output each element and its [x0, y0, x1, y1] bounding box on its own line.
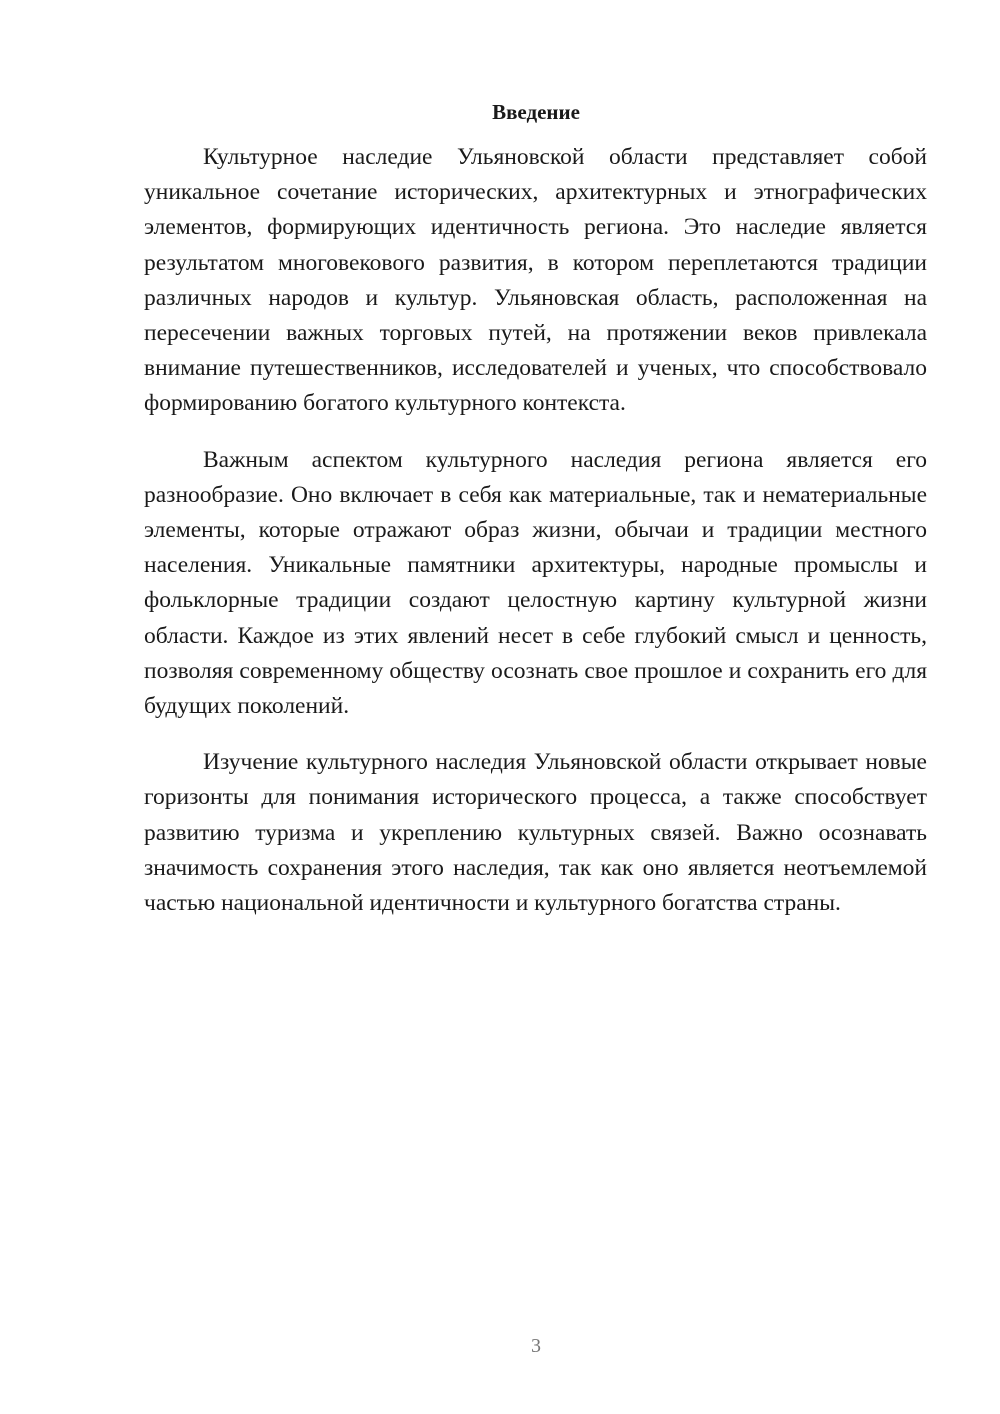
paragraph-1: Культурное наследие Ульяновской области представляет собой уникальное сочетание исторических, архитектурных и этнографических элементов, формирующих идентичность региона. Это наследие является результатом многовекового развития, в котором переплетаются традиции различных народов и культур. Ульяновская область, расположенная на пересечении важных торговых путей, на протяжении веков привлекала внимание путешественников, исследователей и ученых, что способствовало формированию богатого культурного контекста. [144, 144, 927, 417]
body-text [144, 140, 927, 942]
page-title: Введение [492, 100, 580, 124]
paragraph-2: Важным аспектом культурного наследия региона является его разнообразие. Оно включает в себя как материальные, так и нематериальные элементы, которые отражают образ жизни, обычаи и традиции местного населения. Уникальные памятники архитектуры, народные промыслы и фольклорные традиции создают целостную картину культурной жизни области. Каждое из этих явлений несет в себе глубокий смысл и ценность, позволяя современному обществу осознать свое прошлое и сохранить его для будущих поколений. [144, 446, 927, 720]
page-number: 3 [531, 1335, 541, 1357]
paragraph-3: Изучение культурного наследия Ульяновской области открывает новые горизонты для понимания исторического процесса, а также способствует развитию туризма и укреплению культурных связей. Важно осознавать значимость сохранения этого наследия, так как оно является неотъемлемой частью национальной идентичности и культурного богатства страны. [144, 749, 927, 917]
